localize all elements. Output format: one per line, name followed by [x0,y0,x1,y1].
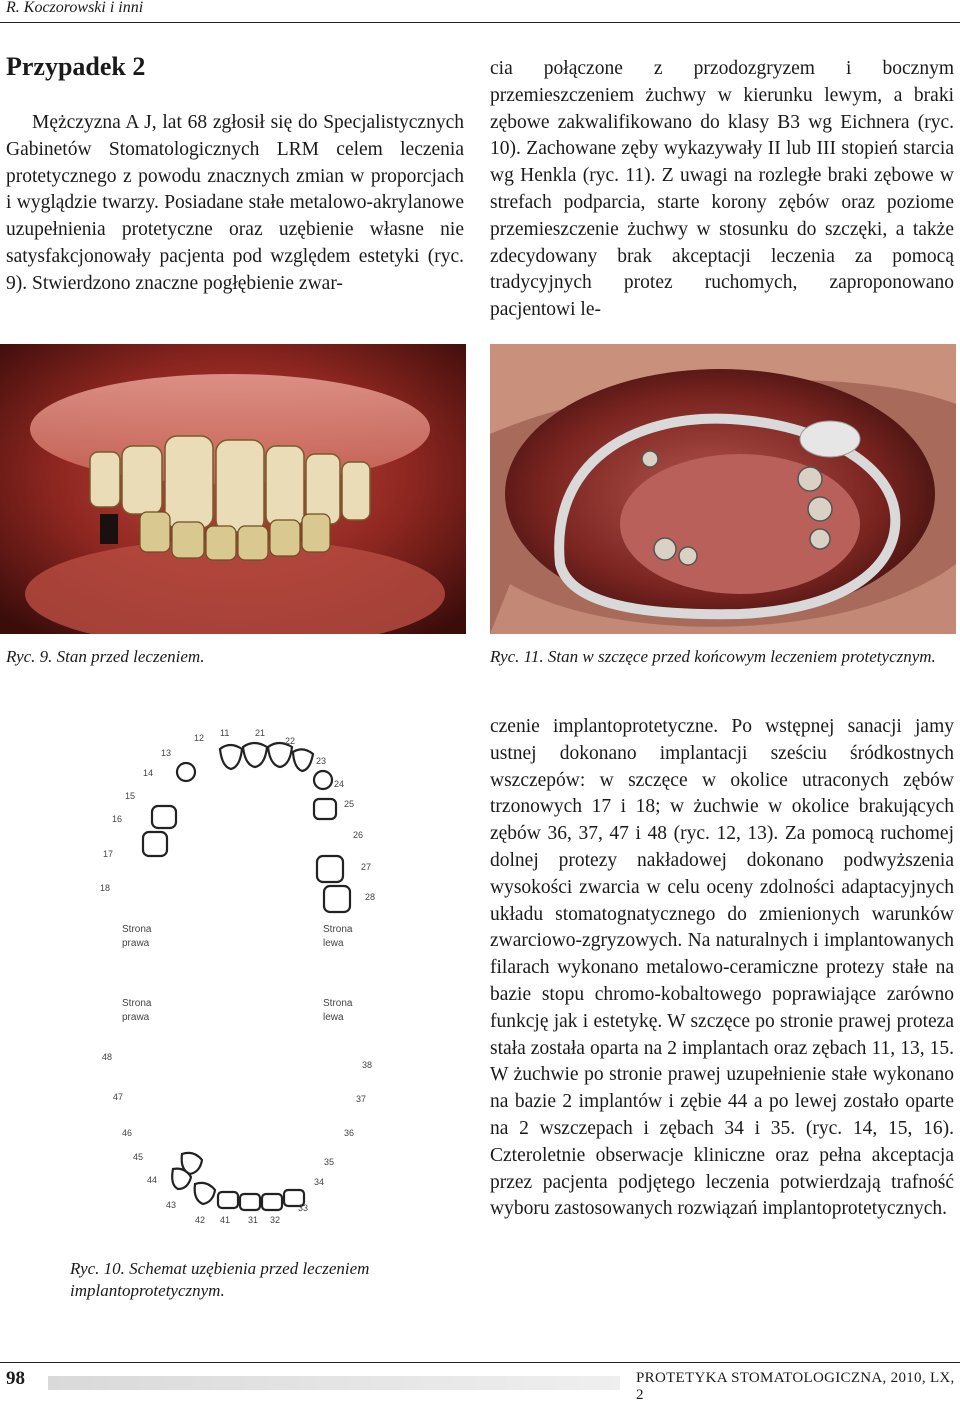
intro-paragraph: Mężczyzna A J, lat 68 zgłosił się do Specjalistycznych Gabinetów Stomatologicznych LRM celem leczenia protetycznego z powodu znacznych zmian w proporcjach i wyglądzie twarzy. Posiadane stałe metalowo-akrylanowe uzupełnienia protetyczne oraz uzębienie własne nie satysfakcjonowały pacjenta pod względem estetyki (ryc. 9). Stwierdzono znaczne pogłębienie zwar- [6,112,464,294]
svg-text:24: 24 [334,779,345,789]
svg-text:28: 28 [365,892,376,902]
left-column-text [6,110,464,298]
svg-text:27: 27 [361,862,372,872]
figure-9-caption: Ryc. 9. Stan przed leczeniem. [6,647,205,666]
svg-text:lewa: lewa [323,1012,344,1023]
svg-text:17: 17 [103,849,114,859]
svg-text:42: 42 [195,1215,206,1225]
svg-text:34: 34 [314,1177,325,1187]
svg-text:12: 12 [194,733,205,743]
treatment-paragraph: czenie implantoprotetyczne. Po wstępnej sanacji jamy ustnej dokonano implantacji sześciu śródkostnych wszczepów: w szczęce w okolice utraconych zębów trzonowych 17 i 18; w żuchwie w okolice brakujących zębów 36, 37, 47 i 48 (ryc. 12, 13). Za pomocą ruchomej dolnej protezy nakładowej dokonano podwyższenia wysokości zwarcia w celu oceny zdolności adaptacyjnych układu stomatognatycznego do zmienionych warunków zwarciowo-zgryzowych. Na naturalnych i implantowanych filarach wykonano metalowo-ceramiczne protezy stałe na bazie stopu chromo-kobaltowego poprawiające zarówno funkcję jak i estetykę. W szczęce po stronie prawej proteza stała została oparta na 2 implantach oraz zębach 11, 13, 15. W żuchwie po stronie prawej uzupełnienie stałe wykonano na bazie 2 implantów i zębie 44 a po lewej zostało oparte na 2 wszczepach i zębach 34 i 35. (ryc. 14, 15, 16). Czteroletnie obserwacje kliniczne oraz pełna akceptacja przez pacjenta podjętego leczenia potwierdzają trafność wyboru zastosowanych rozwiązań implantoprotetycznych. [490,716,954,1220]
svg-text:38: 38 [362,1060,373,1070]
svg-text:Strona: Strona [323,998,353,1009]
svg-text:45: 45 [133,1152,144,1162]
footer-bar [48,1376,620,1390]
running-header: R. Koczorowski i inni [6,0,144,16]
svg-text:26: 26 [353,830,364,840]
figure-11-photo [490,344,956,634]
svg-text:48: 48 [102,1052,113,1062]
right-column-text-2 [490,714,954,1223]
svg-text:47: 47 [113,1092,124,1102]
svg-text:Strona: Strona [122,998,152,1009]
svg-text:37: 37 [356,1094,367,1104]
svg-text:44: 44 [147,1175,158,1185]
figure-10-dental-chart [70,714,440,1254]
frontal-teeth-photo [0,344,466,634]
svg-text:31: 31 [248,1215,259,1225]
svg-text:22: 22 [285,736,296,746]
right-column-text [490,56,954,324]
svg-text:46: 46 [122,1128,133,1138]
figure-10-caption: Ryc. 10. Schemat uzębienia przed leczeniem implantoprotetycznym. [70,1259,370,1300]
maxilla-occlusal-photo [490,344,956,634]
svg-text:33: 33 [298,1203,309,1213]
page-number: 98 [6,1368,25,1389]
figure-9-photo [0,344,466,634]
footer-rule [0,1362,960,1363]
svg-text:lewa: lewa [323,938,344,949]
svg-text:36: 36 [344,1128,355,1138]
svg-text:Strona: Strona [323,924,353,935]
svg-text:prawa: prawa [122,938,150,949]
header-rule [0,22,960,23]
svg-text:25: 25 [344,799,355,809]
svg-text:16: 16 [112,814,123,824]
svg-text:13: 13 [161,748,172,758]
svg-text:35: 35 [324,1157,335,1167]
svg-text:32: 32 [270,1215,281,1225]
svg-text:prawa: prawa [122,1012,150,1023]
svg-text:14: 14 [143,768,154,778]
svg-text:21: 21 [255,728,266,738]
section-title: Przypadek 2 [6,52,146,81]
figure-11-caption: Ryc. 11. Stan w szczęce przed końcowym leczeniem protetycznym. [490,647,936,666]
svg-text:Strona: Strona [122,924,152,935]
svg-text:18: 18 [100,883,111,893]
continued-paragraph: cia połączone z przodozgryzem i bocznym przemieszczeniem żuchwy w kierunku lewym, a braki zębowe zakwalifikowano do klasy B3 wg Eichnera (ryc. 10). Zachowane zęby wykazywały II lub III stopień starcia wg Henkla (ryc. 11). Z uwagi na rozległe braki zębowe w strefach podparcia, starte korony zębów oraz poziome przemieszczenie żuchwy w stosunku do szczęki, a także zdecydowany brak akceptacji leczenia za pomocą tradycyjnych protez ruchomych, zaproponowano pacjentowi le- [490,58,954,321]
svg-text:15: 15 [125,791,136,801]
dentition-diagram [70,714,440,1254]
svg-text:41: 41 [220,1215,231,1225]
svg-text:23: 23 [316,756,327,766]
svg-text:11: 11 [220,728,230,738]
svg-text:43: 43 [166,1200,177,1210]
journal-citation: PROTETYKA STOMATOLOGICZNA, 2010, LX, 2 [636,1370,955,1403]
